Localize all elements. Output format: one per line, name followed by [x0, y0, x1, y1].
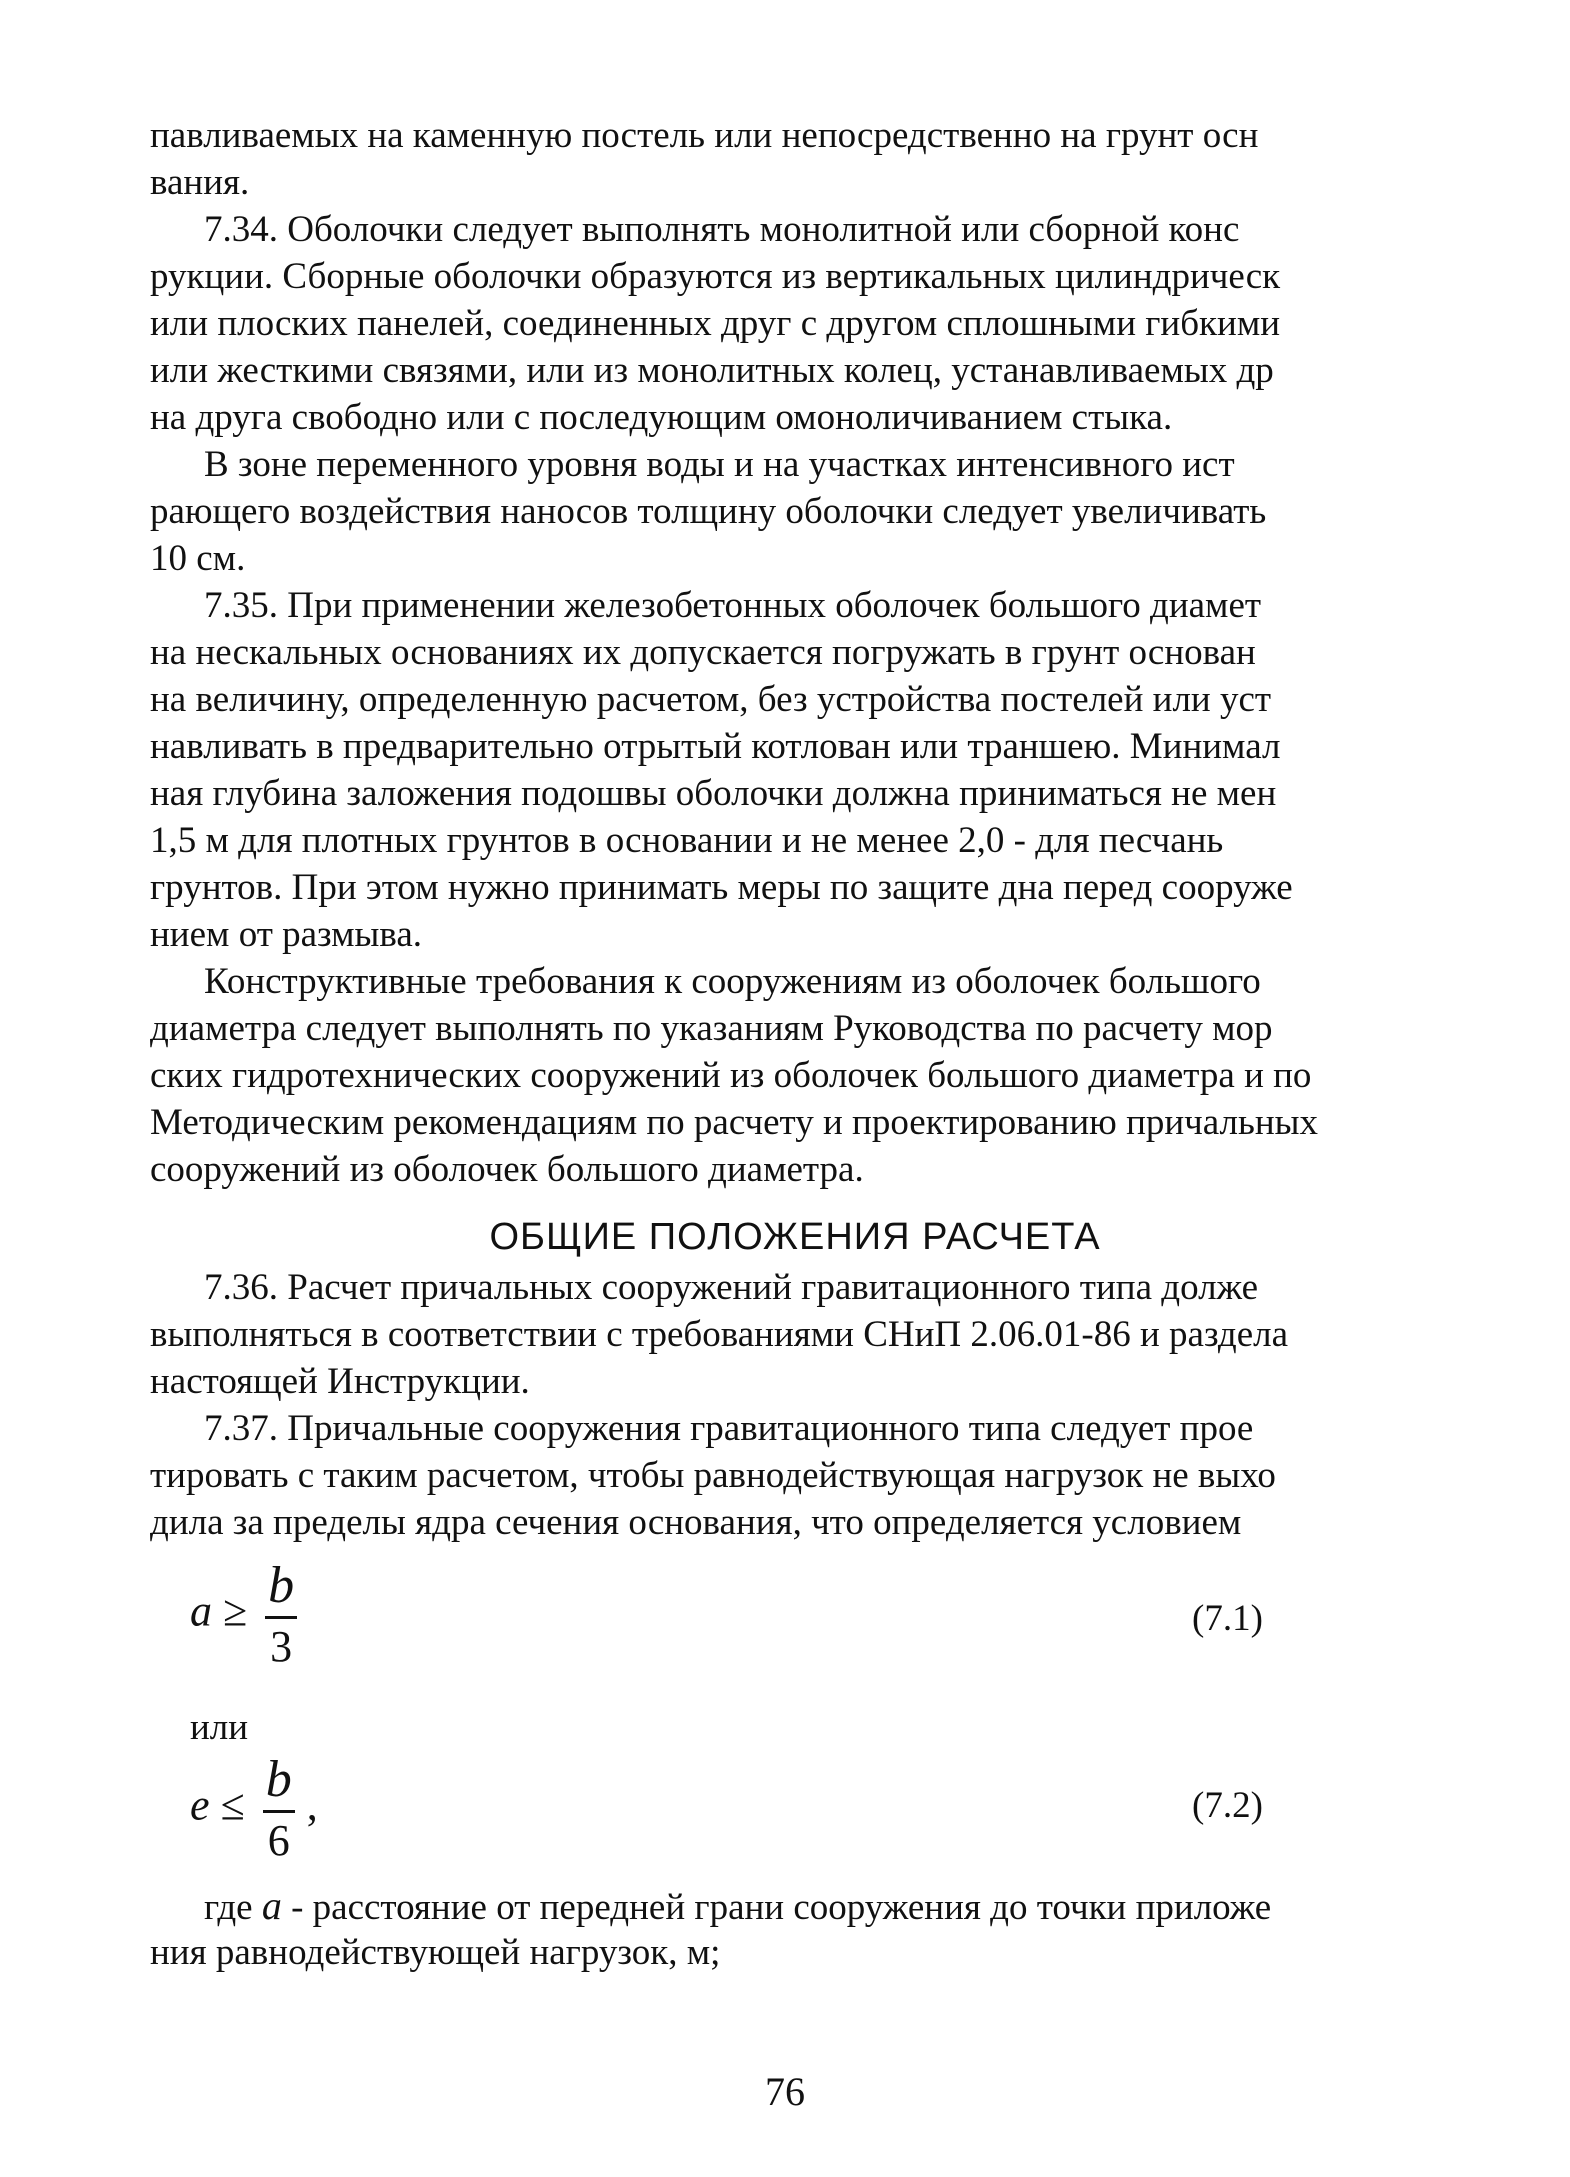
body-text-block-1 [150, 112, 1440, 1193]
text-line: или плоских панелей, соединенных друг с другом сплошными гибкими [150, 303, 1281, 344]
text-line: тировать с таким расчетом, чтобы равнодействующая нагрузок не выхо [150, 1455, 1276, 1496]
text-line: 1,5 м для плотных грунтов в основании и не менее 2,0 - для песчань [150, 820, 1224, 861]
text-line: рукции. Сборные оболочки образуются из вертикальных цилиндрическ [150, 256, 1281, 297]
text-line: диаметра следует выполнять по указаниям Руководства по расчету мор [150, 1008, 1273, 1049]
fraction-bar [263, 1810, 295, 1813]
paragraph-start: Конструктивные требования к сооружениям из оболочек большого [204, 961, 1261, 1002]
formula-7-2 [190, 1752, 318, 1867]
formula-operator: ≥ [223, 1586, 248, 1636]
where-line [150, 1882, 1440, 1929]
text-line: сооружений из оболочек большого диаметра. [150, 1149, 864, 1190]
text-line: выполняться в соответствии с требованиями СНиП 2.06.01-86 и раздела [150, 1314, 1289, 1355]
where-definition: - расстояние от передней грани сооружения до точки приложе [281, 1887, 1272, 1928]
text-line: нием от размыва. [150, 914, 423, 955]
fraction-numerator: b [265, 1751, 292, 1808]
formula-trailing-comma: , [306, 1780, 318, 1830]
body-text-block-2 [150, 1264, 1440, 1546]
text-line: ная глубина заложения подошвы оболочки должна приниматься не мен [150, 773, 1277, 814]
text-line: грунтов. При этом нужно принимать меры по защите дна перед сооруже [150, 867, 1293, 908]
fraction [262, 1752, 296, 1867]
paragraph-7-35-start: 7.35. При применении железобетонных оболочек большого диамет [204, 585, 1262, 626]
body-text-block-3 [150, 1882, 1440, 1976]
text-line: на нескальных основаниях их допускается погружать в грунт основан [150, 632, 1256, 673]
paragraph-start: В зоне переменного уровня воды и на участках интенсивного ист [204, 444, 1235, 485]
formula-operator: ≤ [220, 1780, 245, 1830]
paragraph-7-34-start: 7.34. Оболочки следует выполнять монолитной или сборной конс [204, 209, 1240, 250]
text-line: на величину, определенную расчетом, без устройства постелей или уст [150, 679, 1272, 720]
section-heading: ОБЩИЕ ПОЛОЖЕНИЯ РАСЧЕТА [489, 1216, 1101, 1258]
text-line: рающего воздействия наносов толщину оболочки следует увеличивать [150, 491, 1267, 532]
text-line: павливаемых на каменную постель или непосредственно на грунт осн [150, 115, 1259, 156]
text-line: ния равнодействующей нагрузок, м; [150, 1932, 721, 1973]
or-word: или [190, 1707, 249, 1748]
fraction-denominator: 6 [267, 1816, 290, 1865]
formula-lhs: a [190, 1586, 212, 1636]
fraction-bar [265, 1616, 297, 1619]
where-word: где [204, 1887, 253, 1928]
paragraph-7-37-start: 7.37. Причальные сооружения гравитационного типа следует прое [204, 1408, 1254, 1449]
fraction [264, 1558, 298, 1673]
variable-a: a [261, 1883, 282, 1928]
page-number: 76 [765, 2069, 805, 2114]
equation-number-7-1: (7.1) [1192, 1598, 1263, 1639]
text-line: дила за пределы ядра сечения основания, что определяется условием [150, 1502, 1242, 1543]
fraction-denominator: 3 [270, 1622, 293, 1671]
text-line: Методическим рекомендациям по расчету и проектированию причальных [150, 1102, 1319, 1143]
paragraph-7-36-start: 7.36. Расчет причальных сооружений гравитационного типа долже [204, 1267, 1259, 1308]
text-line: на друга свободно или с последующим омоноличиванием стыка. [150, 397, 1173, 438]
equation-number-7-2: (7.2) [1192, 1785, 1263, 1826]
text-line: вания. [150, 162, 250, 203]
text-line: настоящей Инструкции. [150, 1361, 530, 1402]
formula-7-1 [190, 1558, 298, 1673]
text-line: ских гидротехнических сооружений из оболочек большого диаметра и по [150, 1055, 1312, 1096]
fraction-numerator: b [268, 1557, 295, 1614]
text-line: 10 см. [150, 538, 246, 579]
text-line: или жесткими связями, или из монолитных колец, устанавливаемых др [150, 350, 1274, 391]
text-line: навливать в предварительно отрытый котлован или траншею. Минимал [150, 726, 1281, 767]
formula-lhs: e [190, 1780, 210, 1830]
